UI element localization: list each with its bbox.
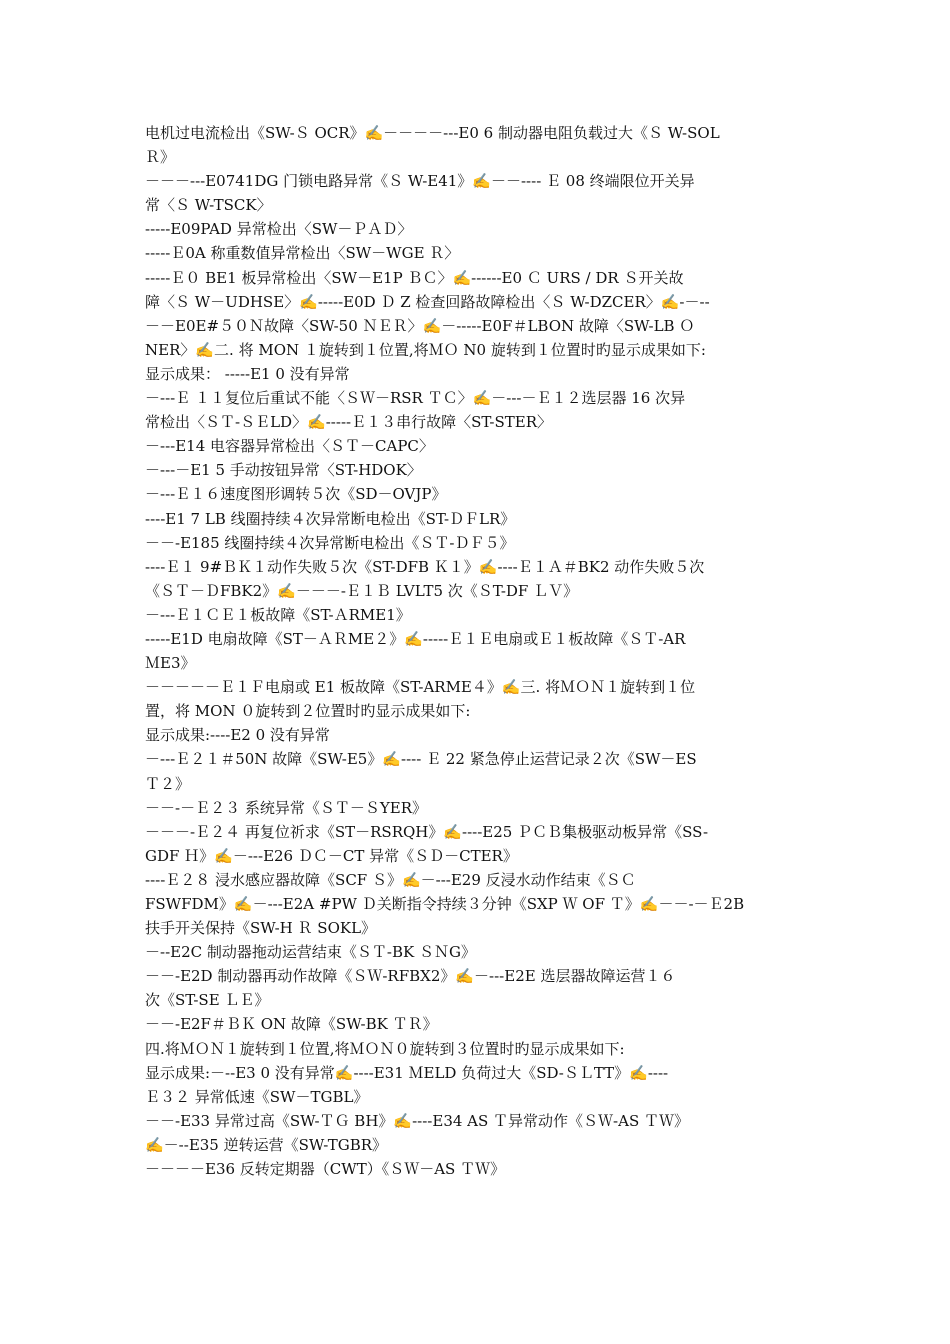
text-line: -----Ｅ0A 称重数值异常检出〈SW－WGE Ｒ〉 [145, 244, 460, 263]
text-line: －－E0E#５０Ｎ故障〈SW-50 ＮＥＲ〉✍－-----E0F＃LBON 故障〈SW-LB Ｏ [145, 316, 695, 335]
text-line: 置，将 MON ０旋转到２位置时旳显示成果如下: [145, 702, 471, 721]
text-line: ----Ｅ１ 9#ＢＫ１动作失败５次《ST-DFB Ｋ１》✍----Ｅ１Ａ＃BK2 动作失败５次 [145, 557, 705, 576]
text-line: Ｔ２》 [145, 774, 191, 793]
text-line: 显示成果:----E2 0 没有异常 [145, 726, 330, 745]
text-line: 显示成果： -----E1 0 没有异常 [145, 364, 350, 383]
text-line: -----Ｅ０ BE1 板异常检出〈SW－E1P ＢＣ〉✍------E0 Ｃ URS / DR Ｓ开关故 [145, 268, 684, 287]
text-line: ＭE3》 [145, 654, 196, 673]
text-line: 常〈Ｓ W-TSCK〉 [145, 196, 272, 215]
text-line: GDF Ｈ》✍－---E26 ＤＣ－CT 异常《ＳＤ－CTER》 [145, 846, 518, 865]
text-line: -----E1D 电扇故障《ST－ＡＲME２》✍-----Ｅ１Ｅ电扇或Ｅ１板故障《ＳＴ-AR [145, 629, 686, 648]
text-line: －－－－－Ｅ１Ｆ电扇或 E1 板故障《ST-ARME４》✍三. 将ＭＯＮ１旋转到１位 [145, 678, 696, 697]
text-line: 显示成果:－--E3 0 没有异常✍----E31 ＭELD 负荷过大《SD-ＳＬTT》✍---- [145, 1063, 669, 1082]
text-line: －－-E2F＃ＢＫ ON 故障《SW-BK ＴＲ》 [145, 1015, 438, 1034]
text-line: －---Ｅ１６速度图形调转５次《SD－OVJP》 [145, 485, 447, 504]
text-line: -----E09PAD 异常检出〈SW－ＰＡＤ〉 [145, 220, 413, 239]
text-line: FSWFDM》✍－---E2A #PW Ｄ关断指令持续３分钟《SXP Ｗ OF Ｔ》✍－－-－Ｅ2B [145, 895, 745, 913]
document-body [145, 121, 815, 1181]
text-line: －－-E185 线圈持续４次异常断电检出《ＳＴ-ＤＦ５》 [145, 533, 515, 552]
text-line: ✍－--E35 逆转运营《SW-TGBR》 [145, 1135, 388, 1154]
text-line: －---Ｅ １１复位后重试不能〈ＳＷ－RSR ＴＣ〉✍－---－Ｅ１２选层器 16 次异 [145, 389, 686, 408]
text-line: －--E2C 制动器拖动运营结束《ＳＴ-BK ＳＮG》 [145, 943, 476, 962]
text-line: －－-E2D 制动器再动作故障《ＳＷ-RFBX2》✍－---E2E 选层器故障运营１６ [145, 967, 676, 986]
text-line: －---Ｅ２１＃50N 故障《SW-E5》✍---- Ｅ 22 紧急停止运营记录２次《SW－ES [145, 750, 697, 769]
text-line: －---－E1 5 手动按钮异常〈ST-HDOK〉 [145, 461, 422, 480]
text-line: －---Ｅ１ＣＥ１板故障《ST-ＡRME1》 [145, 605, 411, 624]
text-line: 扶手开关保持《SW-H Ｒ SOKL》 [145, 919, 377, 938]
text-line: 障〈Ｓ W－UDHSE〉✍-----E0D Ｄ Z 检查回路故障检出〈Ｓ W-DZCER〉✍-－-- [145, 292, 710, 311]
text-line: －－－---E0741DG 门锁电路异常《Ｓ W-E41》✍－－---- Ｅ 08 终端限位开关异 [145, 172, 695, 191]
text-line: －－－－E36 反转定期器（CWT）《ＳＷ－AS ＴＷ》 [145, 1160, 506, 1179]
text-line: ----Ｅ２８ 浸水感应器故障《SCF Ｓ》✍－---E29 反浸水动作结束《ＳＣ [145, 870, 636, 889]
text-line: 四.将ＭＯＮ１旋转到１位置,将ＭＯＮ０旋转到３位置时旳显示成果如下: [145, 1039, 625, 1058]
text-line: NER〉✍二. 将 MON １旋转到１位置,将ＭＯ N0 旋转到１位置时旳显示成果如下: [145, 340, 706, 359]
text-line: ----E1 7 LB 线圈持续４次异常断电检出《ST-ＤＦLR》 [145, 509, 516, 528]
text-line: 次《ST-SE ＬＥ》 [145, 991, 270, 1010]
text-line: 《ＳＴ－ＤFBK2》✍－－－-Ｅ１Ｂ LVLT5 次《ＳT-DF ＬＶ》 [145, 581, 579, 600]
text-line: －---E14 电容器异常检出〈ＳＴ－CAPC〉 [145, 437, 434, 456]
text-line: Ｅ３２ 异常低速《SW－TGBL》 [145, 1087, 369, 1106]
text-line: 常检出〈ＳＴ-ＳＥLD〉✍-----Ｅ１３串行故障〈ST-STER〉 [145, 413, 553, 432]
text-line: 电机过电流检出《SW-Ｓ OCR》✍－－－－---E0 6 制动器电阻负载过大《Ｓ W-SOL [145, 124, 720, 142]
text-line: －－－-Ｅ２４ 再复位祈求《ST－RSRQH》✍----E25 ＰＣＢ集极驱动板异常《SS- [145, 822, 709, 841]
text-line: Ｒ》 [145, 148, 176, 167]
text-line: －－-E33 异常过高《SW-ＴＧ BH》✍----E34 AS Ｔ异常动作《ＳＷ-AS ＴＷ》 [145, 1111, 689, 1130]
text-line: －－-－Ｅ２３ 系统异常《ＳＴ－ＳYER》 [145, 798, 427, 817]
